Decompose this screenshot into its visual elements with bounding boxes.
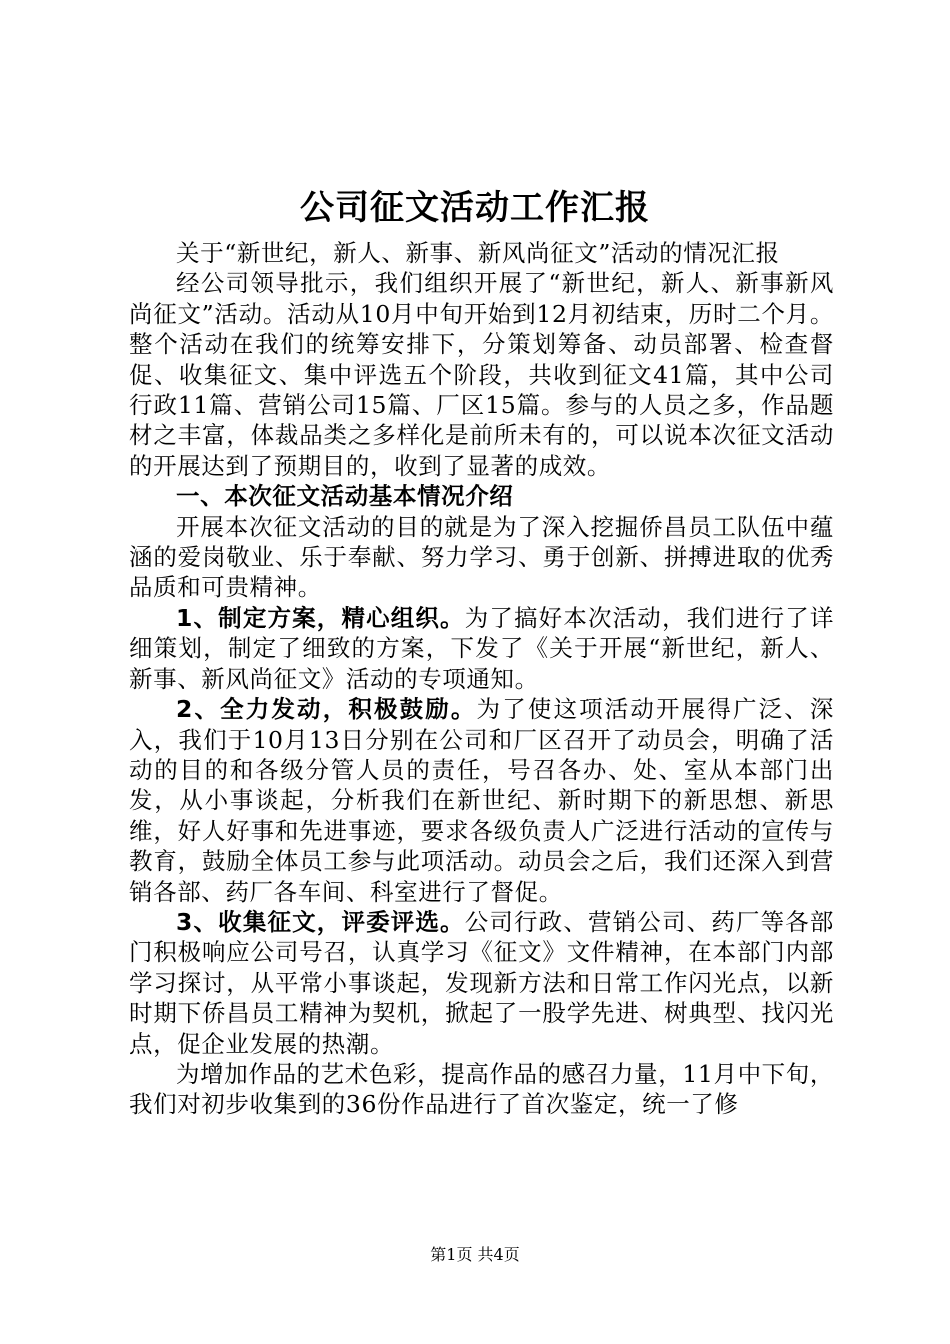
paragraph-step-3 [129, 907, 834, 1059]
step-3-text: 公司行政、营销公司、药厂等各部门积极响应公司号召，认真学习《征文》文件精神，在本部门内部学习探讨，从平常小事谈起，发现新方法和日常工作闪光点，以新时期下侨昌员工精神为契机，掀起了一股学先进、树典型、找闪光点，促企业发展的热潮。 [129, 907, 834, 1058]
step-2-text: 为了使这项活动开展得广泛、深入，我们于10月13日分别在公司和厂区召开了动员会，明确了活动的目的和各级分管人员的责任，号召各办、处、室从本部门出发，从小事谈起，分析我们在新世纪、新时期下的新思想、新思维，好人好事和先进事迹，要求各级负责人广泛进行活动的宣传与教育，鼓励全体员工参与此项活动。动员会之后，我们还深入到营销各部、药厂各车间、科室进行了督促。 [129, 695, 834, 906]
step-3-lead: 3、收集征文，评委评选。 [176, 907, 465, 936]
paragraph-step-1 [129, 603, 834, 694]
document-body [129, 238, 834, 1120]
paragraph-step-2 [129, 694, 834, 907]
step-2-lead: 2、全力发动，积极鼓励。 [176, 695, 477, 724]
paragraph-intro: 关于“新世纪，新人、新事、新风尚征文”活动的情况汇报 [176, 239, 780, 267]
step-1-lead: 1、制定方案，精心组织。 [176, 603, 465, 632]
paragraph-review: 为增加作品的艺术色彩，提高作品的感召力量，11月中下旬，我们对初步收集到的36份作品进行了首次鉴定，统一了修 [129, 1059, 834, 1119]
paragraph-purpose: 开展本次征文活动的目的就是为了深入挖掘侨昌员工队伍中蕴涵的爱岗敬业、乐于奉献、努力学习、勇于创新、拼搏进取的优秀品质和可贵精神。 [129, 512, 834, 602]
document-title: 公司征文活动工作汇报 [300, 188, 650, 228]
step-1-text: 为了搞好本次活动，我们进行了详细策划，制定了细致的方案，下发了《关于开展“新世纪，新人、新事、新风尚征文》活动的专项通知。 [129, 603, 834, 693]
paragraph-overview: 经公司领导批示，我们组织开展了“新世纪，新人、新事新风尚征文”活动。活动从10月中旬开始到12月初结束，历时二个月。整个活动在我们的统筹安排下，分策划筹备、动员部署、检查督促、收集征文、集中评选五个阶段，共收到征文41篇，其中公司行政11篇、营销公司15篇、厂区15篇。参与的人员之多，作品题材之丰富，体裁品类之多样化是前所未有的，可以说本次征文活动的开展达到了预期目的，收到了显著的成效。 [129, 269, 834, 480]
page-footer: 第1页 共4页 [430, 1245, 520, 1264]
section-heading: 一、本次征文活动基本情况介绍 [176, 482, 514, 511]
